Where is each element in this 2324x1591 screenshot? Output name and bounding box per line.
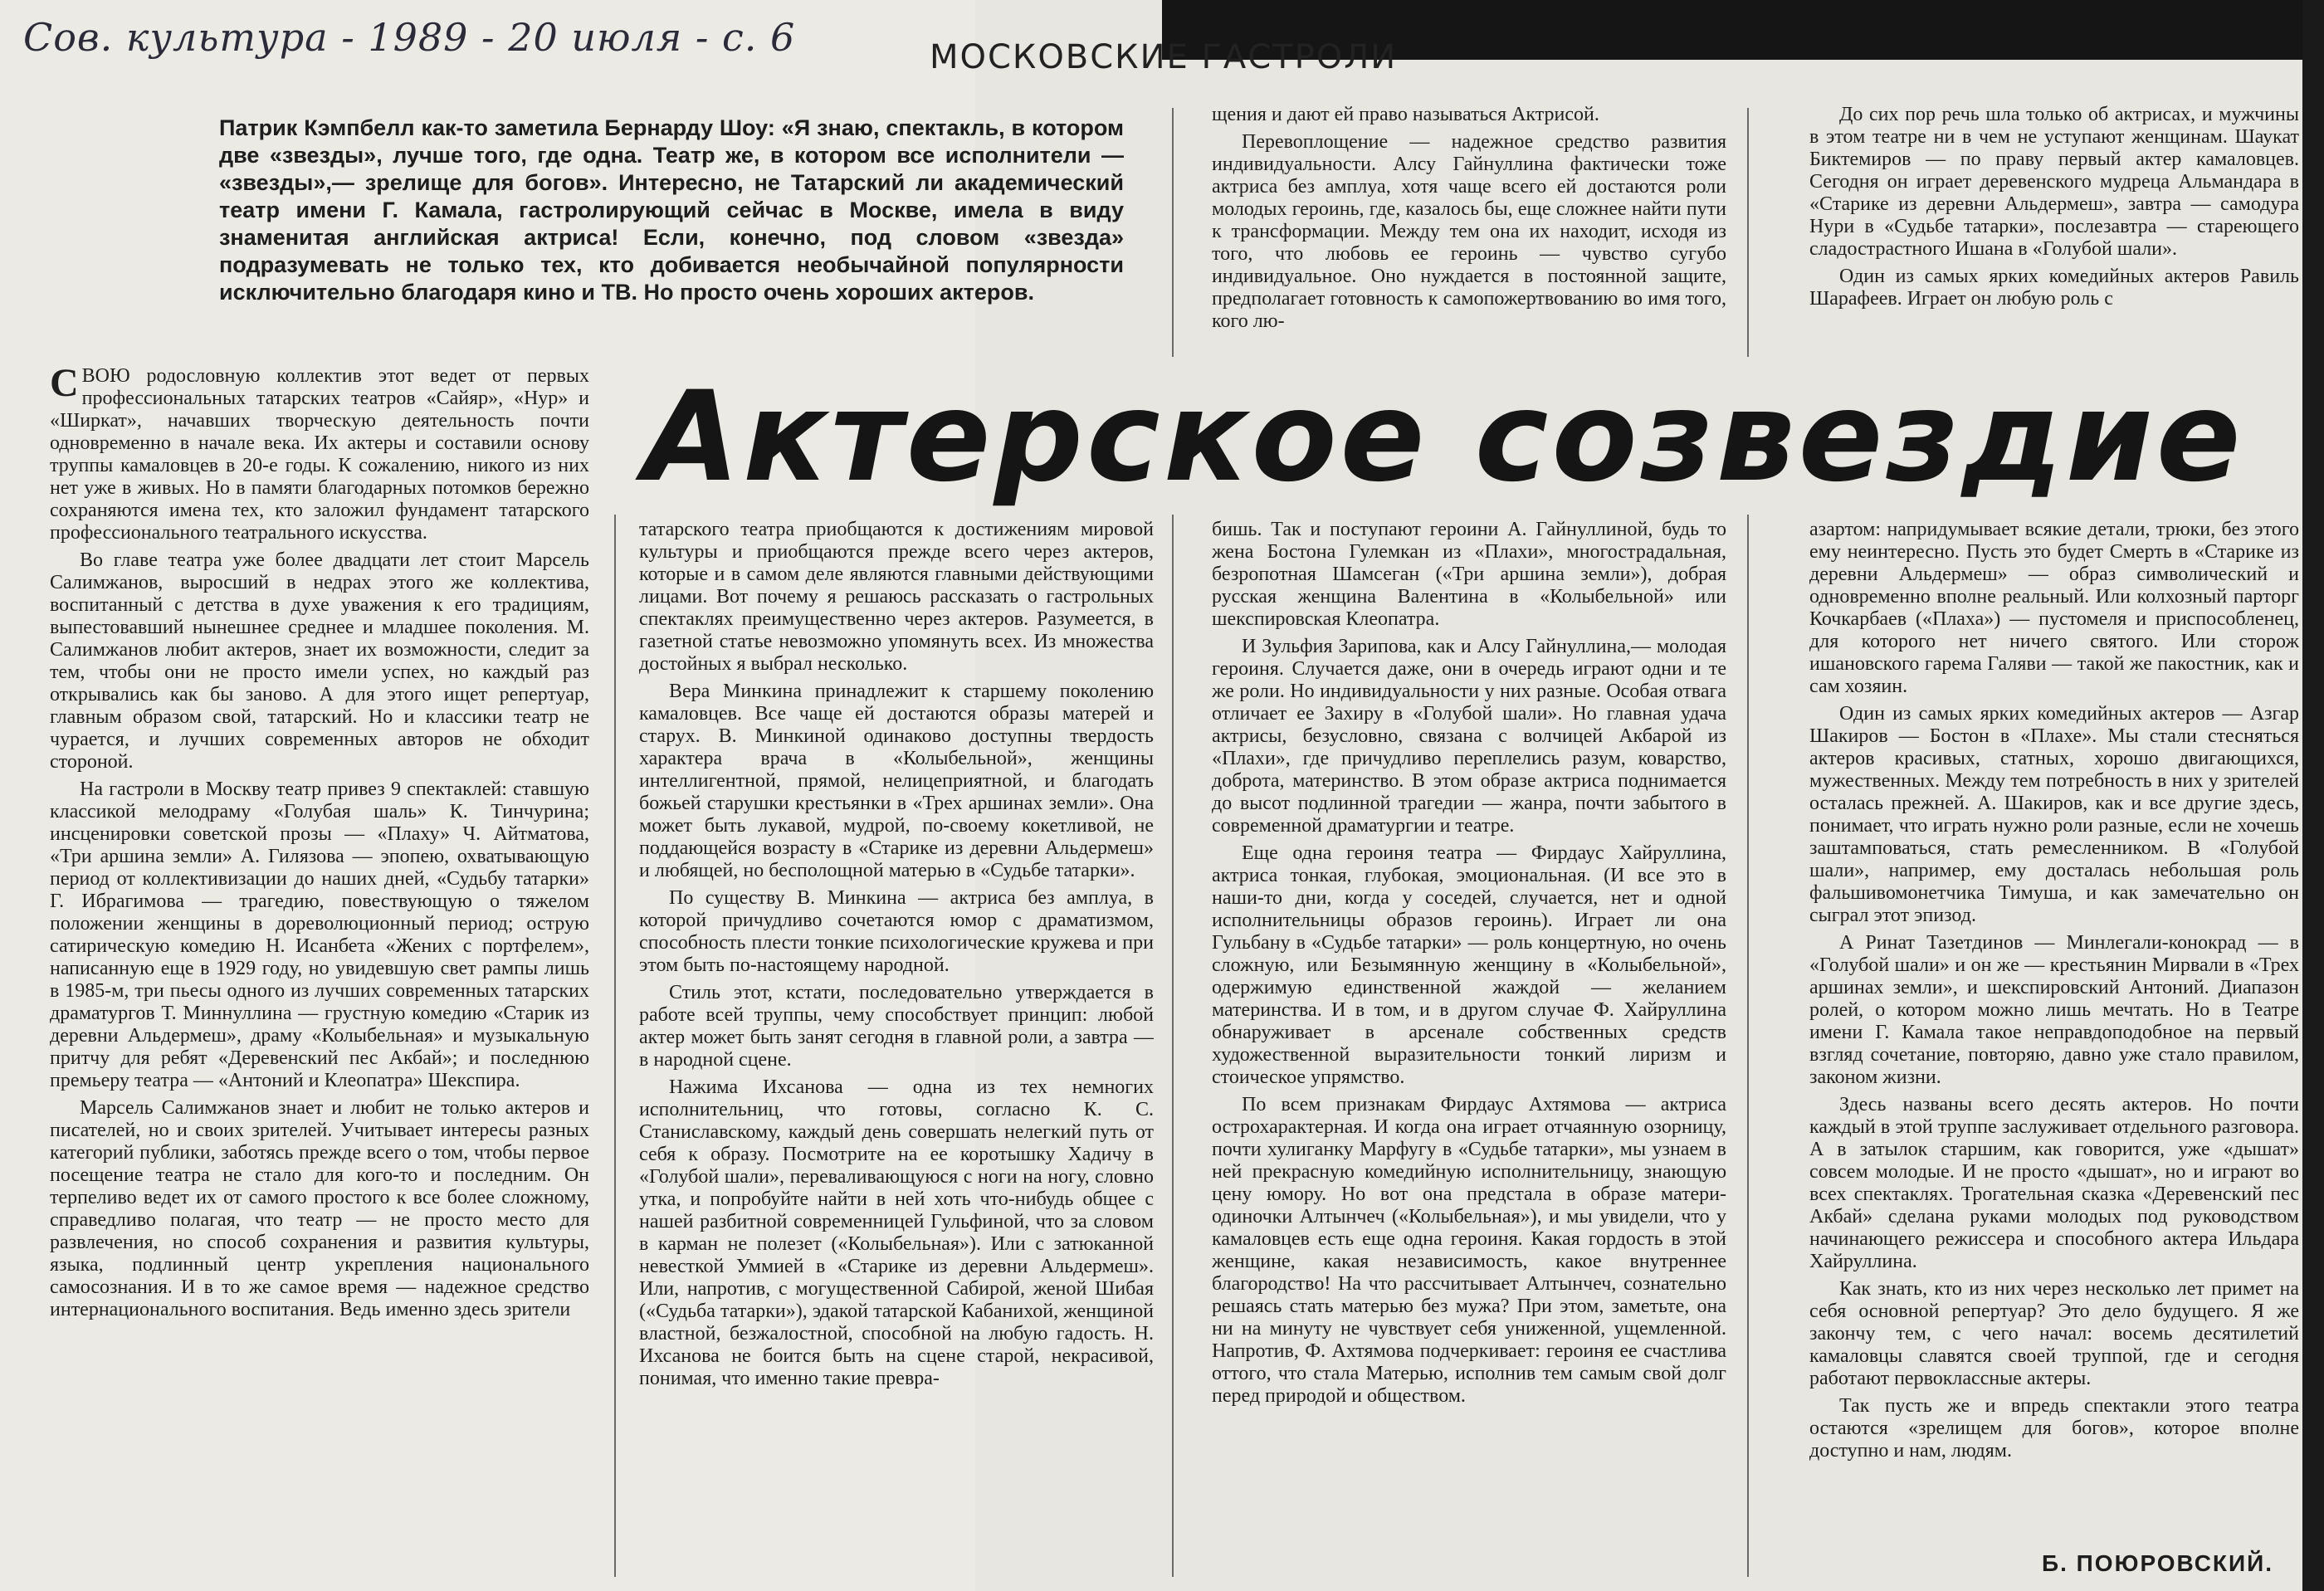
column-rule	[1747, 515, 1749, 1577]
column-rule	[1172, 108, 1174, 357]
col1-paragraph-2: Во главе театра уже более двадцати лет стоит Марсель Салимжанов, выросший в недрах этого же коллектива, воспитанный с детства в духе уважения к его традициям, выпестовавший нынешнее среднее и младшее поколения. М. Салимжанов любит актеров, знает их возможности, следит за тем, чтобы они не просто имели успех, но каждый раз открывались как бы заново. А для этого ищет репертуар, главным образом свой, татарский. Но и классики театр не чурается, и лучших современных авторов не обходит стороной.	[50, 549, 589, 773]
col4-top-paragraph-1: До сих пор речь шла только об актрисах, и мужчины в этом театре ни в чем не уступают женщинам. Шаукат Биктемиров — по праву первый актер камаловцев. Сегодня он играет деревенского мудреца Альмандара в «Старике из деревни Альдермеш», завтра — самодура Нури в «Судьбе татарки», послезавтра — стареющего сладострастного Ишана в «Голубой шали».	[1809, 104, 2299, 260]
col2-paragraph-5: Нажима Ихсанова — одна из тех немногих исполнительниц, что готовы, согласно К. С. Станиславскому, каждый день совершать нелегкий путь от себя к образу. Посмотрите на ее коротышку Хадичу в «Голубой шали», переваливающуюся с ноги на ногу, словно утка, и попробуйте найти в ней хоть что-нибудь общее с нашей разбитной современницей Гульфиной, что за словом в карман не полезет («Колыбельная»). Или с затюканной невесткой Уммией в «Старике из деревни Альдермеш». Или, напротив, с могущественной Сабирой, женой Шибая («Судьба татарки»), эдакой татарской Кабанихой, женщиной властной, безжалостной, способной на любую гадость. Н. Ихсанова не боится быть на сцене старой, некрасивой, понимая, что именно такие превра-	[639, 1076, 1154, 1389]
section-rubric: МОСКОВСКИЕ ГАСТРОЛИ	[930, 38, 1398, 76]
col4-paragraph-5: Как знать, кто из них через несколько лет примет на себя основной репертуар? Это дело будущего. Я же закончу тем, с чего начал: восемь десятилетий камаловцы славятся своей труппой, где и сегодня работают первоклассные актеры.	[1809, 1278, 2299, 1389]
column-rule	[1172, 515, 1174, 1577]
scan-background-right	[2302, 0, 2324, 1591]
column-2	[639, 519, 1154, 1581]
col3-top-paragraph-2: Перевоплощение — надежное средство развития индивидуальности. Алсу Гайнуллина фактически тоже актриса без амплуа, хотя чаще всего ей достаются роли молодых героинь, где, казалось бы, еще сложнее найти пути к трансформации. Между тем она их находит, исходя из того, что любовь ее героинь — чувство сугубо индивидуальное. Оно нуждается в постоянной защите, предполагает готовность к самопожертвованию во имя того, кого лю-	[1212, 131, 1726, 332]
col4-paragraph-4: Здесь названы всего десять актеров. Но почти каждый в этой труппе заслуживает отдельного разговора. А в затылок старшим, как говорится, уже «дышат» совсем молодые. И не просто «дышат», но и играют во всех спектаклях. Трогательная сказка «Деревенский пес Акбай» сделана руками молодых под руководством начинающего режиссера и способного актера Ильдара Хайруллина.	[1809, 1094, 2299, 1272]
column-1	[50, 365, 589, 1577]
col4-paragraph-3: А Ринат Тазетдинов — Минлегали-конокрад — в «Голубой шали» и он же — крестьянин Мирвали в «Трех аршинах земли», и шекспировский Антоний. Диапазон ролей, о котором можно лишь мечтать. Но в Театре имени Г. Камала такое неправдоподобное на первый взгляд сочетание, повторяю, давно уже стало правилом, законом жизни.	[1809, 932, 2299, 1088]
col2-paragraph-3: По существу В. Минкина — актриса без амплуа, в которой причудливо сочетаются юмор с драматизмом, способность плести тонкие психологические кружева и при этом быть по-настоящему народной.	[639, 887, 1154, 976]
col3-paragraph-3: Еще одна героиня театра — Фирдаус Хайруллина, актриса тонкая, глубокая, эмоциональная. (И все это в наши-то дни, когда у соседей, случается, нет и одной исполнительницы образов героинь). Играет ли она Гульбану в «Судьбе татарки» — роль концертную, но очень сложную, или Безымянную женщину в «Колыбельной», одержимую единственной жаждой — желанием материнства. И в том, и в другом случае Ф. Хайруллина обнаруживает в арсенале собственных средств художественной выразительности тонкий лиризм и стоическое упрямство.	[1212, 842, 1726, 1088]
column-3-top	[1212, 104, 1726, 353]
column-4-top	[1809, 104, 2299, 353]
col4-paragraph-6: Так пусть же и впредь спектакли этого театра остаются «зрелищем для богов», которое вполне доступно и нам, людям.	[1809, 1395, 2299, 1462]
col3-top-paragraph-1: щения и дают ей право называться Актрисой.	[1212, 104, 1599, 125]
col3-paragraph-2: И Зульфия Зарипова, как и Алсу Гайнуллина,— молодая героиня. Случается даже, они в очередь играют одни и те же роли. Но индивидуальности у них разные. Особая отвага отличает ее Захиру в «Голубой шали». Но главная удача актрисы, безусловно, связана с волчицей Акбарой из «Плахи», где причудливо переплелись разум, коварство, доброта, материнство. В этом образе актриса поднимается до высот подлинной трагедии — жанра, почти забытого в современной драматургии и театре.	[1212, 636, 1726, 837]
col2-paragraph-1: татарского театра приобщаются к достижениям мировой культуры и приобщаются прежде всего через актеров, которые и в самом деле являются главными действующими лицами. Вот почему я решаюсь рассказать о гастрольных спектаклях преимущественно через актеров. Разумеется, в газетной статье невозможно упомянуть всех. Из множества достойных я выбрал несколько.	[639, 519, 1154, 675]
column-rule	[614, 515, 616, 1577]
author-signature: Б. ПОЮРОВСКИЙ.	[2042, 1550, 2274, 1576]
column-rule	[1747, 108, 1749, 357]
dropcap: С	[50, 365, 79, 405]
col4-paragraph-2: Один из самых ярких комедийных актеров — Азгар Шакиров — Бостон в «Плахе». Мы стали стесняться актеров красивых, статных, хорошо двигающихся, мужественных. Между тем потребность в них у зрителей осталась прежней. А. Шакиров, как и все другие здесь, понимает, что играть нужно роли разные, если не хочешь заштамповаться, стать ремесленником. В «Голубой шали», например, ему досталась небольшая роль фальшивомонетчика Тимуша, и как замечательно он сыграл этот эпизод.	[1809, 703, 2299, 926]
handwritten-source-note: Сов. культура - 1989 - 20 июля - с. 6	[23, 15, 796, 60]
article-headline: Актерское созвездие	[643, 365, 2244, 510]
column-4	[1809, 519, 2299, 1544]
lead-paragraph: Патрик Кэмпбелл как-то заметила Бернарду Шоу: «Я знаю, спектакль, в котором две «звезды», лучше того, где одна. Театр же, в котором все исполнители — «звезды»,— зрелище для богов». Интересно, не Татарский ли академический театр имени Г. Камала, гастролирующий сейчас в Москве, имела в виду знаменитая английская актриса! Если, конечно, под словом «звезда» подразумевать не только тех, кто добивается необычайной популярности исключительно благодаря кино и ТВ. Но просто очень хороших актеров.	[219, 115, 1124, 305]
col1-paragraph-4: Марсель Салимжанов знает и любит не только актеров и писателей, но и своих зрителей. Учитывает интересы разных категорий публики, заботясь прежде всего о том, чтобы первое посещение театра не стало для кого-то и последним. Он терпеливо ведет их от самого простого к все более сложному, справедливо полагая, что театр — не просто место для развлечения, но способ сохранения и развития культуры, языка, подлинный центр укрепления национального самосознания. И в то же самое время — надежное средство интернационального воспитания. Ведь именно здесь зрители	[50, 1097, 589, 1320]
col3-paragraph-4: По всем признакам Фирдаус Ахтямова — актриса острохарактерная. И когда она играет отчаянную озорницу, почти хулиганку Марфугу в «Судьбе татарки», мы узнаем в ней прекрасную комедийную исполнительницу, знающую цену юмору. Но вот она предстала в образе матери-одиночки Алтынчеч («Колыбельная»), и мы увидели, что у камаловцев есть еще одна героиня. Какая гордость в этой женщине, какая независимость, какое внутреннее благородство! На что рассчитывает Алтынчеч, сознательно решаясь стать матерью без мужа? При этом, заметьте, она ни на минуту не чувствует себя униженной, ущемленной. Напротив, Ф. Ахтямова подчеркивает: героиня ее счастлива оттого, что стала Матерью, исполнив тем самым свой долг перед природой и обществом.	[1212, 1094, 1726, 1407]
col4-top-paragraph-2: Один из самых ярких комедийных актеров Равиль Шарафеев. Играет он любую роль с	[1809, 266, 2299, 310]
col1-paragraph-1: СВОЮ родословную коллектив этот ведет от первых профессиональных татарских театров «Сайяр», «Нур» и «Ширкат», начавших творческую деятельность почти одновременно в начале века. Их актеры и составили основу труппы камаловцев в 20-е годы. К сожалению, никого из них нет уже в живых. Но в памяти благодарных потомков бережно сохраняются имена тех, кто заложил фундамент татарского профессионального театрального искусства.	[50, 365, 589, 544]
col1-paragraph-3: На гастроли в Москву театр привез 9 спектаклей: ставшую классикой мелодраму «Голубая шаль» К. Тинчурина; инсценировки советской прозы — «Плаху» Ч. Айтматова, «Три аршина земли» А. Гилязова — эпопею, охватывающую период от коллективизации до наших дней, «Судьбу татарки» Г. Ибрагимова — трагедию, повествующую о тяжелом положении женщины в дореволюционный период; острую сатирическую комедию Н. Исанбета «Жених с портфелем», написанную еще в 1929 году, но увидевшую свет рампы лишь в 1985-м, три пьесы одного из лучших современных татарских драматургов Т. Миннуллина — грустную комедию «Старик из деревни Альдермеш», драму «Колыбельная» и музыкальную притчу для ребят «Деревенский пес Акбай»; и последнюю премьеру театра — «Антоний и Клеопатра» Шекспира.	[50, 778, 589, 1091]
column-3	[1212, 519, 1726, 1581]
col4-paragraph-1: азартом: напридумывает всякие детали, трюки, без этого ему неинтересно. Пусть это будет Смерть в «Старике из деревни Альдермеш» — образ символический и одновременно вполне реальный. Или колхозный парторг Кочкарбаев («Плаха») — пустомеля и приспособленец, для которого нет ничего святого. Или сторож ишановского гарема Галяви — такой же пакостник, как и сам хозяин.	[1809, 519, 2299, 697]
col3-paragraph-1: бишь. Так и поступают героини А. Гайнуллиной, будь то жена Бостона Гулемкан из «Плахи», многострадальная, безропотная Шамсеган («Три аршина земли»), добрая русская женщина Валентина в «Колыбельной» или шекспировская Клеопатра.	[1212, 519, 1726, 630]
col2-paragraph-2: Вера Минкина принадлежит к старшему поколению камаловцев. Все чаще ей достаются образы матерей и старух. В. Минкиной одинаково доступны твердость характера врача в «Колыбельной», женщины интеллигентной, прямой, нелицеприятной, и благодать божьей старушки крестьянки в «Трех аршинах земли». Она может быть лукавой, мудрой, по-своему кокетливой, не поддающейся возрасту в «Старике из деревни Альдермеш» и любящей, но бесполощной матерью в «Судьбе татарки».	[639, 681, 1154, 881]
col2-paragraph-4: Стиль этот, кстати, последовательно утверждается в работе всей труппы, чему способствует принцип: любой актер может быть занят сегодня в главной роли, а завтра — в народной сцене.	[639, 982, 1154, 1071]
